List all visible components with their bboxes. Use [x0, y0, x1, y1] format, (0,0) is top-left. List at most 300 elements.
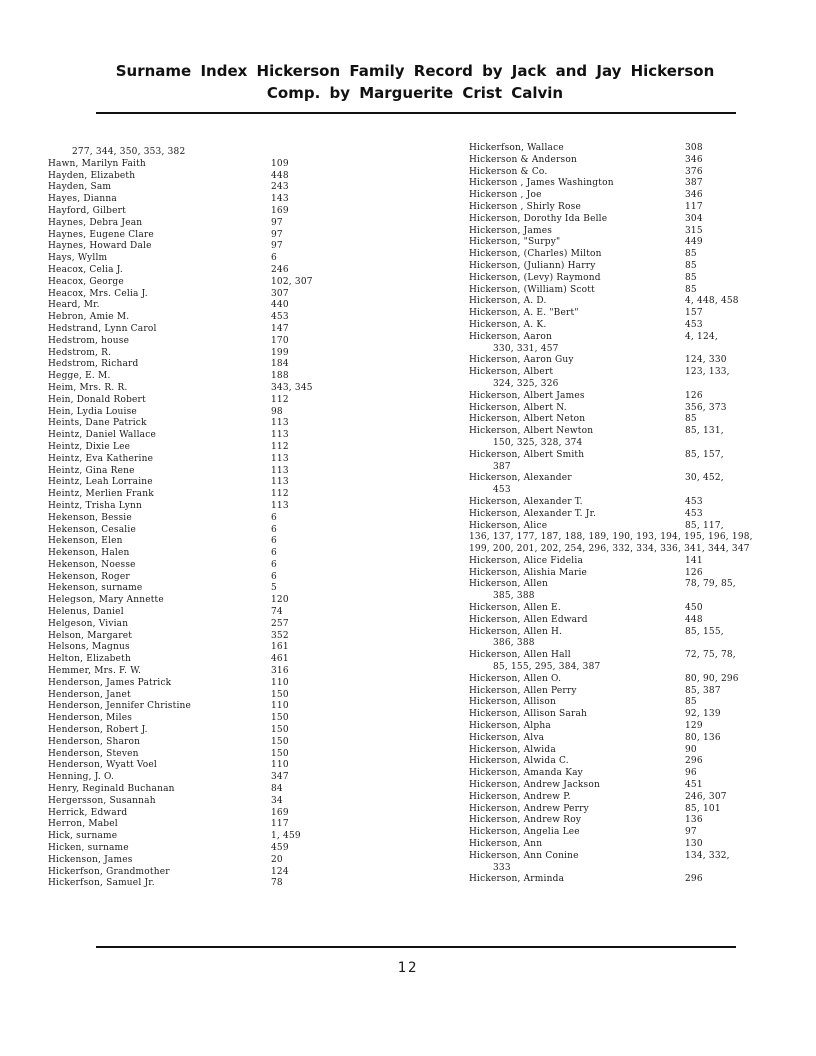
entry-name: Henderson, James Patrick: [48, 677, 172, 688]
entry-pages: 141: [685, 555, 703, 566]
index-entry: [48, 831, 348, 843]
index-entry: [469, 355, 769, 367]
entry-name: Hekenson, Roger: [48, 571, 130, 582]
entry-name: Heintz, Gina Rene: [48, 465, 135, 476]
entry-name: Hickerson, Albert N.: [469, 402, 567, 413]
entry-name: Heacox, George: [48, 276, 124, 287]
entry-pages: 188: [271, 371, 289, 382]
index-entry: [48, 300, 348, 312]
entry-pages: 243: [271, 182, 289, 193]
entry-pages: 92, 139: [685, 709, 721, 720]
index-entry: [48, 171, 348, 183]
entry-pages: 246, 307: [685, 791, 727, 802]
index-entry: [48, 253, 348, 265]
entry-name: Haynes, Eugene Clare: [48, 229, 154, 240]
index-entry: [469, 226, 769, 238]
entry-name: Hickerson & Anderson: [469, 154, 577, 165]
index-entry: [469, 674, 769, 686]
entry-name: Henning, J. O.: [48, 772, 115, 783]
index-entry: [469, 768, 769, 780]
entry-pages: 97: [271, 229, 283, 240]
entry-name: Hickerson, (William) Scott: [469, 284, 595, 295]
entry-name: Heard, Mr.: [48, 300, 100, 311]
index-entry: [469, 414, 769, 426]
entry-pages: 110: [271, 677, 289, 688]
index-entry: [48, 619, 348, 631]
entry-name: Hickerson, Alice Fidelia: [469, 555, 584, 566]
index-entry: [48, 430, 348, 442]
entry-name: Hawn, Marilyn Faith: [48, 158, 146, 169]
index-entry: [469, 320, 769, 332]
entry-pages: 85, 157,: [685, 449, 724, 460]
entry-pages: 169: [271, 807, 289, 818]
entry-name: Hickerson, Alwida: [469, 744, 556, 755]
entry-name: Heintz, Merlien Frank: [48, 489, 154, 500]
entry-name: Herrick, Edward: [48, 807, 128, 818]
index-entry: [48, 878, 348, 890]
entry-pages: 448: [271, 170, 289, 181]
index-column-right: [469, 143, 769, 886]
index-entry: [469, 332, 769, 356]
entry-pages: 6: [271, 559, 277, 570]
entry-pages-continued: 387: [493, 461, 511, 472]
index-entry: [48, 548, 348, 560]
entry-name: Hickerson, (Juliann) Harry: [469, 260, 596, 271]
entry-pages: 129: [685, 721, 703, 732]
entry-name: Hickerson, (Levy) Raymond: [469, 272, 601, 283]
index-entry: [48, 324, 348, 336]
entry-name: Hickerson, Allen Perry: [469, 685, 577, 696]
entry-pages: 20: [271, 854, 283, 865]
entry-pages: 376: [685, 166, 703, 177]
index-entry: [48, 737, 348, 749]
index-entry: [469, 756, 769, 768]
entry-pages: 6: [271, 536, 277, 547]
entry-name: Hein, Donald Robert: [48, 394, 146, 405]
entry-pages: 85: [685, 272, 697, 283]
index-entry: [48, 525, 348, 537]
entry-name: Hickerson, Aaron Guy: [469, 355, 574, 366]
index-entry: [469, 721, 769, 733]
entry-pages: 440: [271, 300, 289, 311]
entry-name: Henderson, Jennifer Christine: [48, 701, 192, 712]
entry-name: Hebron, Amie M.: [48, 312, 130, 323]
index-entry: [469, 285, 769, 297]
entry-pages: 120: [271, 595, 289, 606]
entry-pages: 1, 459: [271, 831, 301, 842]
index-entry: [469, 792, 769, 804]
index-entry: [48, 536, 348, 548]
entry-name: Hein, Lydia Louise: [48, 406, 137, 417]
entry-name: Heacox, Mrs. Celia J.: [48, 288, 148, 299]
entry-pages: 96: [685, 768, 697, 779]
entry-pages: 84: [271, 784, 283, 795]
entry-pages: 74: [271, 607, 283, 618]
index-entry: [48, 808, 348, 820]
entry-name: Hickerson, Alwida C.: [469, 756, 569, 767]
entry-pages: 346: [685, 154, 703, 165]
index-entry: [48, 182, 348, 194]
index-entry: [48, 855, 348, 867]
entry-name: Hickerson, Alexander T. Jr.: [469, 508, 597, 519]
entry-pages: 72, 75, 78,: [685, 650, 736, 661]
entry-name: Helenus, Daniel: [48, 607, 124, 618]
entry-pages: 184: [271, 359, 289, 370]
entry-pages-continued: 385, 388: [493, 591, 535, 602]
entry-name: Hickerson, Amanda Kay: [469, 768, 583, 779]
entry-name: Helsons, Magnus: [48, 642, 130, 653]
entry-pages: 102, 307: [271, 276, 313, 287]
entry-name: Hickerson, Alishia Marie: [469, 567, 588, 578]
index-entry: [48, 642, 348, 654]
entry-pages: 85: [685, 697, 697, 708]
entry-name: Hickerson, Ann Conine: [469, 850, 579, 861]
entry-pages: 143: [271, 194, 289, 205]
index-entry: [469, 273, 769, 285]
entry-pages: 150: [271, 736, 289, 747]
header-title: Surname Index Hickerson Family Record by Jack and Jay Hickerson: [115, 62, 715, 80]
entry-name: Henderson, Robert J.: [48, 725, 148, 736]
entry-name: Hickerson, Allen Hall: [469, 650, 571, 661]
entry-pages: 448: [685, 614, 703, 625]
entry-name: Hegge, E. M.: [48, 371, 111, 382]
entry-pages: 110: [271, 701, 289, 712]
entry-pages: 199: [271, 347, 289, 358]
index-entry: [469, 827, 769, 839]
entry-pages: 296: [685, 756, 703, 767]
entry-pages: 150: [271, 725, 289, 736]
entry-pages: 308: [685, 143, 703, 153]
entry-name: Helson, Margaret: [48, 630, 133, 641]
index-entry: [48, 690, 348, 702]
entry-pages: 6: [271, 253, 277, 264]
entry-pages-continued: 324, 325, 326: [493, 378, 559, 389]
index-entry: [48, 560, 348, 572]
entry-name: Hedstrand, Lynn Carol: [48, 323, 157, 334]
entry-pages: 113: [271, 430, 289, 441]
index-entry: [469, 450, 769, 474]
index-entry: [469, 839, 769, 851]
page-header: [95, 60, 735, 104]
index-entry: [48, 760, 348, 772]
entry-name: Hickerson, Andrew P.: [469, 791, 571, 802]
index-entry: [469, 143, 769, 155]
entry-pages: 124, 330: [685, 355, 727, 366]
entry-pages: 90: [685, 744, 697, 755]
entry-name: Hekenson, surname: [48, 583, 143, 594]
index-entry: [48, 725, 348, 737]
index-entry: [469, 579, 769, 603]
entry-pages: 387: [685, 178, 703, 189]
entry-name: Hayden, Elizabeth: [48, 170, 136, 181]
entry-pages: 150: [271, 713, 289, 724]
index-entry: [48, 312, 348, 324]
index-entry: [469, 261, 769, 273]
entry-name: Helgeson, Vivian: [48, 618, 129, 629]
index-entry: [469, 497, 769, 509]
entry-name: Haynes, Howard Dale: [48, 241, 152, 252]
entry-pages: 85: [685, 249, 697, 260]
continued-pages: 277, 344, 350, 353, 382: [72, 147, 186, 157]
entry-name: Hickerson, Allen: [469, 579, 548, 590]
index-entry: [48, 477, 348, 489]
index-entry: [469, 874, 769, 886]
entry-name: Hickerson, Alva: [469, 732, 545, 743]
footer-rule: [96, 946, 736, 948]
header-rule: [96, 112, 736, 114]
index-entry: [469, 568, 769, 580]
index-entry: [469, 155, 769, 167]
index-entry: [48, 336, 348, 348]
entry-pages: 347: [271, 772, 289, 783]
entry-name: Hickerfson, Grandmother: [48, 866, 170, 877]
entry-pages: 316: [271, 666, 289, 677]
entry-pages: 352: [271, 630, 289, 641]
entry-pages: 85, 101: [685, 803, 721, 814]
entry-name: Hickerson, Albert: [469, 367, 554, 378]
entry-pages: 109: [271, 158, 289, 169]
entry-name: Heacox, Celia J.: [48, 264, 123, 275]
index-entry: [48, 371, 348, 383]
entry-pages: 85: [685, 414, 697, 425]
entry-pages: 157: [685, 308, 703, 319]
entry-name: Herron, Mabel: [48, 819, 118, 830]
index-entry: [48, 348, 348, 360]
index-entry: [48, 572, 348, 584]
index-entry: [48, 631, 348, 643]
entry-pages: 85: [685, 284, 697, 295]
index-entry: [48, 701, 348, 713]
index-entry: [48, 159, 348, 171]
entry-pages: 113: [271, 453, 289, 464]
entry-pages: 85, 117,: [685, 520, 724, 531]
entry-name: Heints, Dane Patrick: [48, 418, 147, 429]
entry-pages: 461: [271, 654, 289, 665]
entry-pages: 246: [271, 264, 289, 275]
entry-name: Hedstrom, Richard: [48, 359, 139, 370]
page-number: 12: [397, 960, 419, 976]
index-entry: [469, 367, 769, 391]
entry-name: Hickerson , James Washington: [469, 178, 614, 189]
entry-name: Hayford, Gilbert: [48, 205, 126, 216]
entry-name: Hickerson, A. E. "Bert": [469, 308, 579, 319]
entry-pages: 356, 373: [685, 402, 727, 413]
entry-pages: 343, 345: [271, 382, 313, 393]
index-entry: [48, 595, 348, 607]
entry-name: Henderson, Wyatt Voel: [48, 760, 158, 771]
entry-pages-continued: 150, 325, 328, 374: [493, 437, 583, 448]
entry-pages: 124: [271, 866, 289, 877]
index-column-left: [48, 147, 348, 890]
entry-pages: 6: [271, 571, 277, 582]
index-entry: [469, 804, 769, 816]
entry-pages: 296: [685, 874, 703, 885]
entry-name: Hickerson, Angelia Lee: [469, 827, 580, 838]
entry-name: Hays, Wyllm: [48, 253, 108, 264]
entry-name: Hickenson, James: [48, 854, 133, 865]
index-entry: [469, 167, 769, 179]
index-entry: [48, 867, 348, 879]
index-entry: [48, 383, 348, 395]
index-entry: [48, 583, 348, 595]
entry-pages: 453: [685, 508, 703, 519]
entry-name: Heintz, Daniel Wallace: [48, 430, 156, 441]
entry-name: Hickerson, Allison Sarah: [469, 709, 588, 720]
entry-pages: 136: [685, 815, 703, 826]
entry-name: Hickerfson, Samuel Jr.: [48, 878, 155, 889]
index-entry: [469, 603, 769, 615]
entry-pages: 80, 90, 296: [685, 673, 739, 684]
index-entry: [469, 237, 769, 249]
index-entry: [48, 796, 348, 808]
entry-pages: 5: [271, 583, 277, 594]
entry-name: Hickerson, Alpha: [469, 721, 551, 732]
entry-pages: 117: [685, 201, 703, 212]
index-entry: [48, 678, 348, 690]
entry-pages: 78, 79, 85,: [685, 579, 736, 590]
entry-name: Hickerson & Co.: [469, 166, 548, 177]
entry-name: Hickerson, A. K.: [469, 319, 547, 330]
index-entry: [48, 395, 348, 407]
index-entry: [469, 851, 769, 875]
entry-pages: 34: [271, 795, 283, 806]
entry-name: Hedstrom, R.: [48, 347, 112, 358]
entry-name: Hergersson, Susannah: [48, 795, 156, 806]
entry-name: Hickerson, Andrew Jackson: [469, 780, 600, 791]
entry-pages: 117: [271, 819, 289, 830]
entry-name: Hickerson, "Surpy": [469, 237, 561, 248]
entry-name: Heim, Mrs. R. R.: [48, 382, 128, 393]
index-entry: [469, 214, 769, 226]
entry-pages-continued: 136, 137, 177, 187, 188, 189, 190, 193, 194, 195, 196, 198,: [469, 532, 753, 543]
entry-pages: 126: [685, 567, 703, 578]
index-entry: [48, 784, 348, 796]
entry-name: Hickerson, Albert Neton: [469, 414, 586, 425]
index-entry: [469, 815, 769, 827]
entry-pages: 450: [685, 603, 703, 614]
entry-pages: 98: [271, 406, 283, 417]
entry-pages-continued: 330, 331, 457: [493, 343, 559, 354]
entry-name: Hickerson, Allen Edward: [469, 614, 588, 625]
entry-pages: 134, 332,: [685, 850, 730, 861]
index-entry: [48, 513, 348, 525]
entry-name: Hedstrom, house: [48, 335, 130, 346]
index-entry: [48, 241, 348, 253]
entry-pages-continued: 199, 200, 201, 202, 254, 296, 332, 334, 336, 341, 344, 347: [469, 544, 750, 555]
entry-pages: 304: [685, 213, 703, 224]
entry-pages: 112: [271, 441, 289, 452]
entry-pages: 6: [271, 512, 277, 523]
index-entry: [48, 359, 348, 371]
entry-name: Hickerson, Allen H.: [469, 626, 563, 637]
index-entry: [48, 454, 348, 466]
index-entry: [48, 265, 348, 277]
entry-pages: 78: [271, 878, 283, 889]
index-entry: [469, 521, 769, 556]
index-entry: [48, 501, 348, 513]
entry-pages: 85, 131,: [685, 426, 724, 437]
index-entry: [469, 178, 769, 190]
entry-pages: 130: [685, 839, 703, 850]
entry-pages: 6: [271, 524, 277, 535]
entry-name: Hekenson, Noesse: [48, 559, 136, 570]
entry-pages: 113: [271, 465, 289, 476]
entry-name: Hekenson, Cesalie: [48, 524, 136, 535]
entry-pages: 459: [271, 843, 289, 854]
entry-name: Hickerson, Allison: [469, 697, 556, 708]
index-entry: [48, 666, 348, 678]
entry-pages: 307: [271, 288, 289, 299]
entry-pages: 110: [271, 760, 289, 771]
index-entry: [48, 713, 348, 725]
index-entry: [48, 230, 348, 242]
index-entry: [48, 654, 348, 666]
entry-pages: 161: [271, 642, 289, 653]
entry-pages: 113: [271, 418, 289, 429]
index-entry: [469, 403, 769, 415]
entry-pages-continued: 386, 388: [493, 638, 535, 649]
index-entry: [469, 473, 769, 497]
entry-pages: 150: [271, 748, 289, 759]
entry-name: Hicken, surname: [48, 843, 129, 854]
index-entry: [469, 780, 769, 792]
index-entry: [48, 749, 348, 761]
index-entry: [469, 249, 769, 261]
entry-pages: 112: [271, 489, 289, 500]
index-entry: [48, 772, 348, 784]
entry-name: Hickerson, Alexander: [469, 473, 572, 484]
entry-pages: 97: [685, 827, 697, 838]
index-entry: [48, 218, 348, 230]
entry-name: Hekenson, Halen: [48, 548, 130, 559]
entry-name: Hickerson, Albert Newton: [469, 426, 594, 437]
entry-name: Hekenson, Bessie: [48, 512, 132, 523]
index-entry: [469, 733, 769, 745]
index-entry: [48, 277, 348, 289]
index-entry: [469, 615, 769, 627]
entry-name: Hickerson, A. D.: [469, 296, 547, 307]
index-entry: [469, 697, 769, 709]
index-entry: [48, 466, 348, 478]
entry-pages: 85: [685, 260, 697, 271]
index-entry: [469, 627, 769, 651]
entry-pages: 449: [685, 237, 703, 248]
entry-pages-continued: 333: [493, 862, 511, 873]
entry-pages-continued: 453: [493, 485, 511, 496]
index-entry: [48, 206, 348, 218]
entry-pages: 170: [271, 335, 289, 346]
index-entry: [48, 607, 348, 619]
entry-name: Hayes, Dianna: [48, 194, 117, 205]
index-entry: [48, 442, 348, 454]
index-entry: [469, 308, 769, 320]
entry-name: Hayden, Sam: [48, 182, 112, 193]
entry-pages: 97: [271, 241, 283, 252]
index-entry: [469, 426, 769, 450]
entry-pages: 97: [271, 217, 283, 228]
entry-name: Haynes, Debra Jean: [48, 217, 143, 228]
entry-pages: 346: [685, 190, 703, 201]
entry-pages: 451: [685, 780, 703, 791]
entry-pages-continued: 85, 155, 295, 384, 387: [493, 662, 601, 673]
index-entry: [469, 391, 769, 403]
entry-pages: 85, 155,: [685, 626, 724, 637]
entry-pages: 315: [685, 225, 703, 236]
entry-pages: 147: [271, 323, 289, 334]
index-entry: [469, 745, 769, 757]
entry-name: Hickerson, Aaron: [469, 331, 552, 342]
entry-pages: 453: [685, 496, 703, 507]
